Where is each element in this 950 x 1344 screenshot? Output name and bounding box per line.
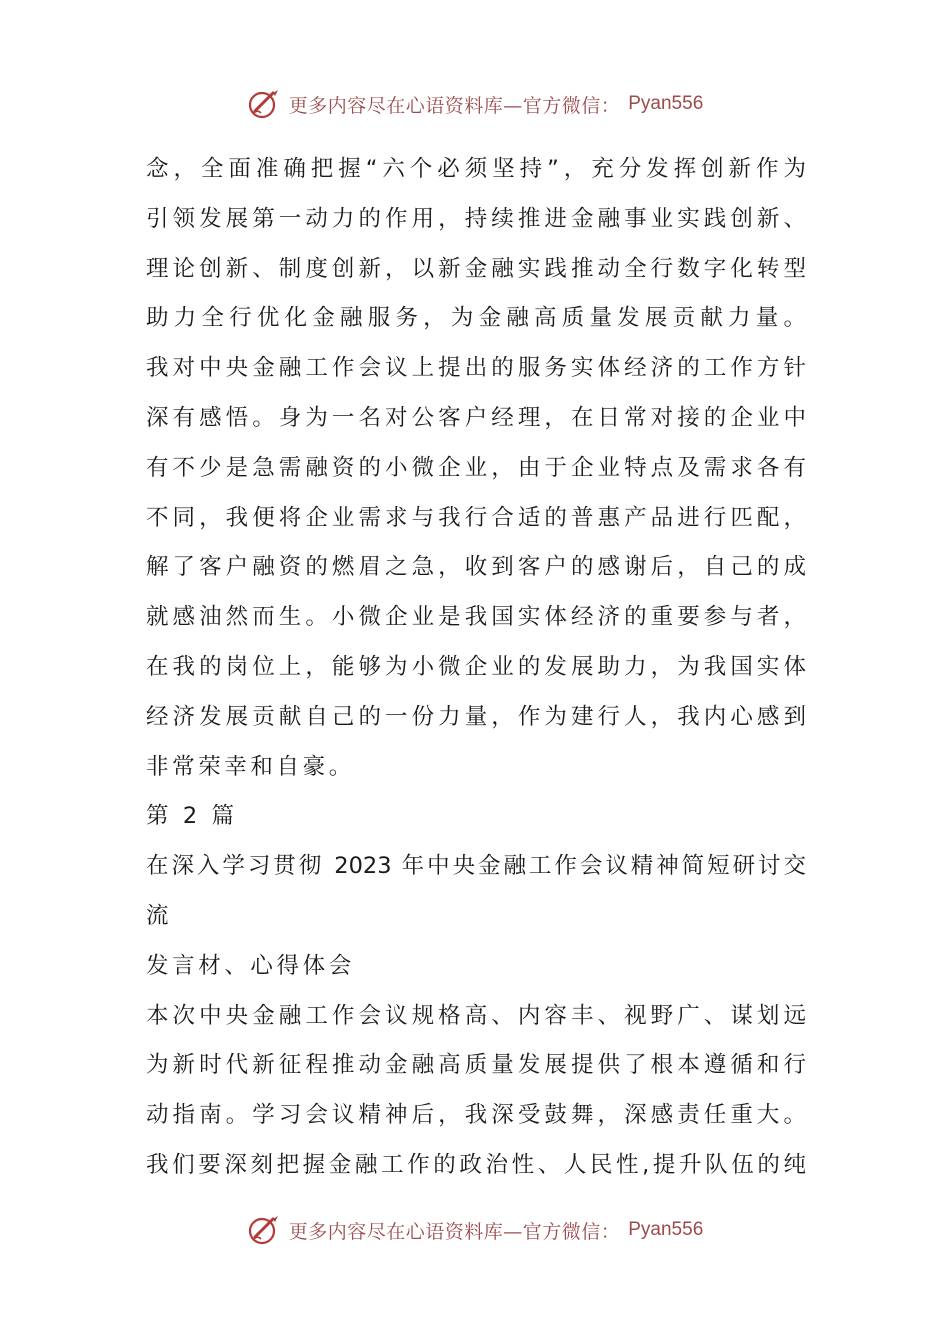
text-line: 非常荣幸和自豪。 bbox=[146, 753, 355, 780]
article-title: 在深入学习贯彻 2023 年中央金融工作会议精神简短研讨交 bbox=[146, 853, 806, 880]
text-line: 我们要深刻把握金融工作的政治性、人民性,提升队伍的纯 bbox=[146, 1151, 806, 1178]
text-line: 解了客户融资的燃眉之急，收到客户的感谢后，自己的成 bbox=[146, 554, 806, 581]
text-line: 我对中央金融工作会议上提出的服务实体经济的工作方针 bbox=[146, 355, 806, 382]
header-banner bbox=[0, 84, 950, 124]
text-line: 引领发展第一动力的作用，持续推进金融事业实践创新、 bbox=[146, 205, 806, 232]
pen-seal-icon bbox=[247, 87, 281, 121]
text-line: 深有感悟。身为一名对公客户经理，在日常对接的企业中 bbox=[146, 404, 806, 431]
text-line: 有不少是急需融资的小微企业，由于企业特点及需求各有 bbox=[146, 454, 806, 481]
text-line: 为新时代新征程推动金融高质量发展提供了根本遵循和行 bbox=[146, 1052, 806, 1079]
text-line: 助力全行优化金融服务，为金融高质量发展贡献力量。 bbox=[146, 305, 806, 332]
banner-text: 更多内容尽在心语资料库—官方微信： bbox=[288, 1220, 621, 1243]
wechat-id: Pyan556 bbox=[628, 93, 704, 114]
pen-seal-icon bbox=[247, 1213, 281, 1247]
text-line: 念，全面准确把握“六个必须坚持”，充分发挥创新作为 bbox=[146, 156, 806, 182]
text-line: 本次中央金融工作会议规格高、内容丰、视野广、谋划远 bbox=[146, 1002, 806, 1029]
text-line: 经济发展贡献自己的一份力量，作为建行人，我内心感到 bbox=[146, 703, 806, 730]
article-title-cont: 流 bbox=[146, 902, 173, 929]
text-line: 不同，我便将企业需求与我行合适的普惠产品进行匹配， bbox=[146, 504, 806, 531]
wechat-id: Pyan556 bbox=[628, 1219, 704, 1240]
text-line: 就感油然而生。小微企业是我国实体经济的重要参与者， bbox=[146, 604, 806, 631]
banner-text: 更多内容尽在心语资料库—官方微信： bbox=[288, 94, 621, 117]
article-subtitle: 发言材、心得体会 bbox=[146, 952, 355, 979]
text-line: 理论创新、制度创新，以新金融实践推动全行数字化转型 bbox=[146, 255, 806, 282]
text-line: 在我的岗位上，能够为小微企业的发展助力，为我国实体 bbox=[146, 653, 806, 680]
document-body bbox=[146, 145, 806, 1191]
footer-banner bbox=[0, 1210, 950, 1250]
section-heading: 第 2 篇 bbox=[146, 803, 238, 830]
text-line: 动指南。学习会议精神后，我深受鼓舞，深感责任重大。 bbox=[146, 1102, 806, 1129]
